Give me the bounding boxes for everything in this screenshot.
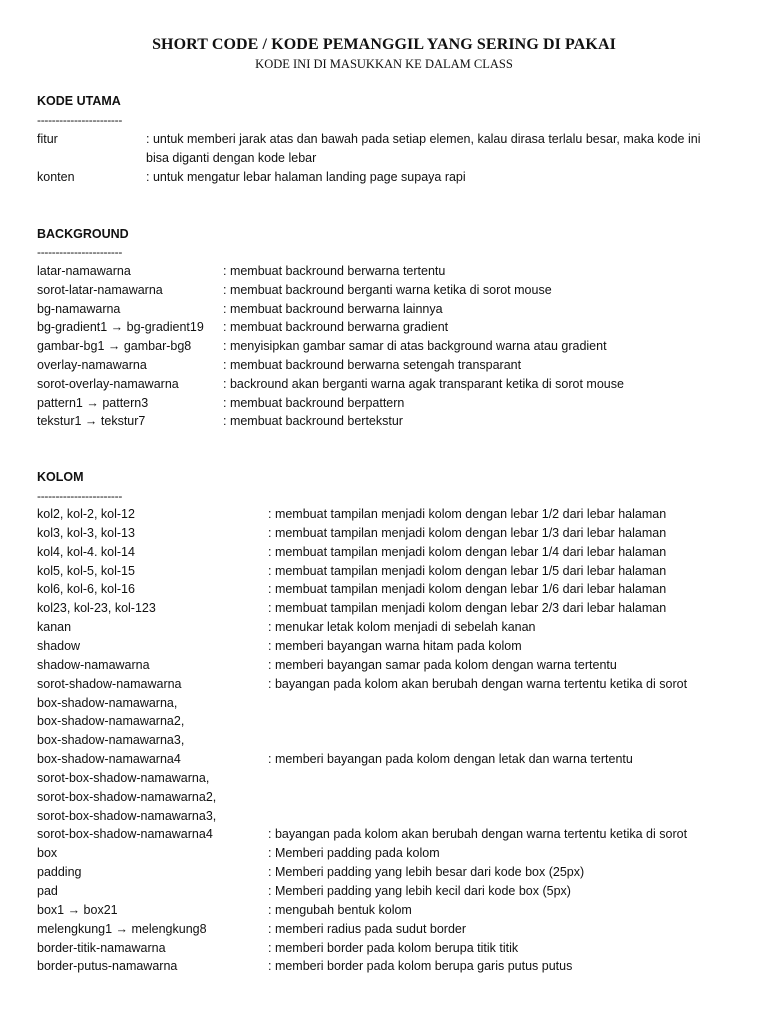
code-description: : Memberi padding pada kolom	[268, 846, 440, 861]
code-description: : membuat tampilan menjadi kolom dengan lebar 1/4 dari lebar halaman	[268, 544, 667, 559]
code-description: : membuat backround berwarna setengah transparant	[223, 358, 522, 372]
code-term: padding	[37, 865, 82, 880]
code-term: box-shadow-namawarna2,	[37, 714, 185, 729]
code-description: : membuat tampilan menjadi kolom dengan lebar 1/3 dari lebar halaman	[268, 525, 667, 540]
code-description: : membuat tampilan menjadi kolom dengan lebar 1/2 dari lebar halaman	[268, 507, 667, 521]
code-description: : membuat tampilan menjadi kolom dengan lebar 1/5 dari lebar halaman	[268, 563, 667, 578]
code-term: sorot-shadow-namawarna	[37, 676, 182, 691]
code-term: fitur	[37, 132, 58, 146]
code-term: kol23, kol-23, kol-123	[37, 601, 156, 616]
code-description: : menyisipkan gambar samar di atas background warna atau gradient	[223, 339, 607, 354]
section-rule-utama: -----------------------	[37, 113, 123, 127]
code-term: sorot-box-shadow-namawarna4	[37, 827, 213, 842]
code-description: : membuat tampilan menjadi kolom dengan lebar 2/3 dari lebar halaman	[268, 601, 667, 616]
code-description: : membuat backround berwarna gradient	[223, 320, 449, 335]
code-term: sorot-overlay-namawarna	[37, 376, 179, 391]
code-term: melengkung1 → melengkung8	[37, 921, 207, 936]
code-description: : memberi radius pada sudut border	[268, 921, 467, 936]
code-term: gambar-bg1 → gambar-bg8	[37, 339, 192, 354]
code-description: : membuat backround bertekstur	[223, 414, 403, 429]
code-description: : memberi bayangan samar pada kolom dengan warna tertentu	[268, 657, 617, 672]
code-description: : memberi border pada kolom berupa garis putus putus	[268, 959, 573, 974]
code-description: : memberi bayangan warna hitam pada kolom	[268, 638, 522, 653]
code-term: konten	[37, 170, 75, 184]
code-term: kol6, kol-6, kol-16	[37, 582, 135, 597]
section-heading-kolom: KOLOM	[37, 470, 84, 484]
code-description: : membuat backround berganti warna ketika di sorot mouse	[223, 282, 552, 297]
section-heading-background: BACKGROUND	[37, 227, 129, 241]
code-description: : mengubah bentuk kolom	[268, 902, 412, 917]
code-term: bg-gradient1 → bg-gradient19	[37, 320, 204, 335]
code-term: overlay-namawarna	[37, 358, 147, 372]
code-term: sorot-box-shadow-namawarna2,	[37, 789, 217, 804]
document-title: SHORT CODE / KODE PEMANGGIL YANG SERING DI PAKAI	[152, 36, 616, 53]
code-term: kol3, kol-3, kol-13	[37, 525, 135, 540]
code-term: shadow-namawarna	[37, 657, 150, 672]
code-term: box-shadow-namawarna3,	[37, 733, 185, 748]
code-term: sorot-box-shadow-namawarna,	[37, 770, 210, 785]
code-term: pattern1 → pattern3	[37, 395, 149, 410]
code-description: : memberi border pada kolom berupa titik titik	[268, 940, 519, 955]
code-term: kol2, kol-2, kol-12	[37, 507, 135, 521]
code-term: shadow	[37, 638, 81, 653]
code-description: : bayangan pada kolom akan berubah dengan warna tertentu ketika di sorot	[268, 827, 688, 842]
code-term: latar-namawarna	[37, 264, 131, 278]
code-term: border-titik-namawarna	[37, 940, 166, 955]
code-description: : membuat tampilan menjadi kolom dengan lebar 1/6 dari lebar halaman	[268, 582, 667, 597]
code-term: sorot-box-shadow-namawarna3,	[37, 808, 217, 823]
code-term: box	[37, 846, 58, 861]
code-description: : Memberi padding yang lebih besar dari kode box (25px)	[268, 865, 585, 880]
code-term: kol5, kol-5, kol-15	[37, 563, 135, 578]
code-description: : untuk memberi jarak atas dan bawah pada setiap elemen, kalau dirasa terlalu besar, maka kode ini	[146, 132, 701, 146]
code-term: border-putus-namawarna	[37, 959, 178, 974]
section-heading-utama: KODE UTAMA	[37, 94, 121, 108]
code-description: : membuat backround berpattern	[223, 395, 405, 410]
code-description: : menukar letak kolom menjadi di sebelah kanan	[268, 620, 536, 635]
code-term: kol4, kol-4. kol-14	[37, 544, 135, 559]
code-description: : Memberi padding yang lebih kecil dari kode box (5px)	[268, 884, 571, 898]
code-term: kanan	[37, 620, 72, 635]
code-term: box1 → box21	[37, 902, 118, 917]
code-description-continuation: bisa diganti dengan kode lebar	[146, 151, 317, 165]
code-description: : bayangan pada kolom akan berubah dengan warna tertentu ketika di sorot	[268, 676, 688, 691]
code-term: sorot-latar-namawarna	[37, 282, 163, 297]
section-rule-kolom: -----------------------	[37, 489, 123, 503]
code-description: : membuat backround berwarna tertentu	[223, 264, 446, 278]
code-description: : backround akan berganti warna agak transparant ketika di sorot mouse	[223, 376, 624, 391]
code-term: box-shadow-namawarna4	[37, 752, 181, 767]
code-term: bg-namawarna	[37, 301, 121, 316]
code-description: : membuat backround berwarna lainnya	[223, 301, 443, 316]
code-term: pad	[37, 884, 58, 898]
code-term: box-shadow-namawarna,	[37, 695, 178, 710]
code-description: : memberi bayangan pada kolom dengan letak dan warna tertentu	[268, 752, 633, 767]
document-subtitle: KODE INI DI MASUKKAN KE DALAM CLASS	[255, 57, 513, 71]
code-term: tekstur1 → tekstur7	[37, 414, 146, 429]
code-description: : untuk mengatur lebar halaman landing page supaya rapi	[146, 170, 466, 184]
section-rule-background: -----------------------	[37, 245, 123, 259]
